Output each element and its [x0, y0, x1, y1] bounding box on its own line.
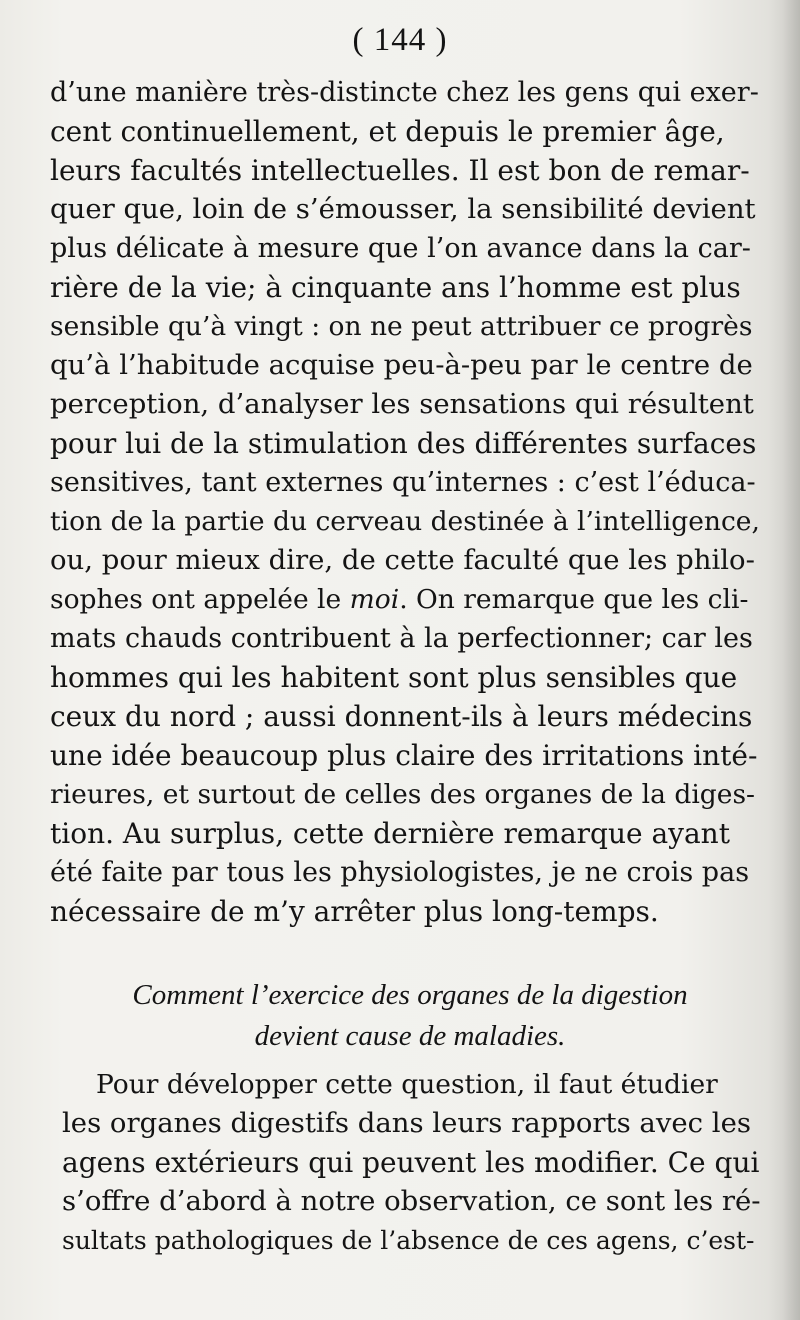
text-line: nécessaire de m’y arrêter plus long-temps. — [50, 895, 659, 928]
text-line: plus délicate à mesure que l’on avance dans la car- — [50, 233, 751, 264]
text-line: agens extérieurs qui peuvent les modifier. Ce qui — [62, 1146, 760, 1179]
page-number: ( 144 ) — [352, 22, 448, 58]
text-line: rière de la vie; à cinquante ans l’homme est plus — [50, 271, 741, 304]
text-line: leurs facultés intellectuelles. Il est bon de remar- — [50, 154, 750, 187]
text-line: ceux du nord ; aussi donnent-ils à leurs médecins — [50, 700, 753, 733]
text-line: rieures, et surtout de celles des organes de la diges- — [50, 779, 756, 810]
text-line: les organes digestifs dans leurs rapports avec les — [62, 1107, 751, 1139]
heading-line: devient cause de maladies. — [254, 1020, 566, 1052]
text-line: quer que, loin de s’émousser, la sensibilité devient — [50, 193, 756, 225]
text-line: perception, d’analyser les sensations qui résultent — [50, 388, 754, 420]
text-line: tion. Au surplus, cette dernière remarque ayant — [50, 817, 730, 850]
text-line: mats chauds contribuent à la perfectionner; car les — [50, 623, 753, 654]
heading-line: Comment l’exercice des organes de la digestion — [132, 979, 688, 1011]
text-line: sultats pathologiques de l’absence de ces agens, c’est- — [62, 1226, 755, 1255]
text-line: sophes ont appelée le moi. On remarque que les cli- — [50, 584, 749, 615]
text-line: sensitives, tant externes qu’internes : c’est l’éduca- — [50, 467, 756, 498]
text-line: Pour développer cette question, il faut étudier — [96, 1069, 718, 1100]
text-line: qu’à l’habitude acquise peu-à-peu par le centre de — [50, 349, 753, 381]
text-line: tion de la partie du cerveau destinée à l’intelligence, — [50, 506, 760, 537]
text-line: ou, pour mieux dire, de cette faculté que les philo- — [50, 544, 755, 576]
paragraph-2 — [62, 1065, 762, 1260]
section-heading — [40, 975, 780, 1057]
text-line: pour lui de la stimulation des différentes surfaces — [50, 427, 757, 460]
paragraph-1 — [50, 73, 760, 931]
text-line: s’offre d’abord à notre observation, ce sont les ré- — [62, 1185, 761, 1217]
text-line: sensible qu’à vingt : on ne peut attribuer ce progrès — [50, 311, 753, 342]
text-line: hommes qui les habitent sont plus sensibles que — [50, 661, 738, 694]
text-line: été faite par tous les physiologistes, je ne crois pas — [50, 857, 750, 888]
text-line: une idée beaucoup plus claire des irritations inté- — [50, 739, 758, 772]
text-line: cent continuellement, et depuis le premier âge, — [50, 115, 725, 148]
emphasis-moi: moi — [349, 584, 400, 615]
text-line: d’une manière très-distincte chez les gens qui exer- — [50, 77, 759, 108]
page-edge-shadow — [782, 0, 800, 1320]
